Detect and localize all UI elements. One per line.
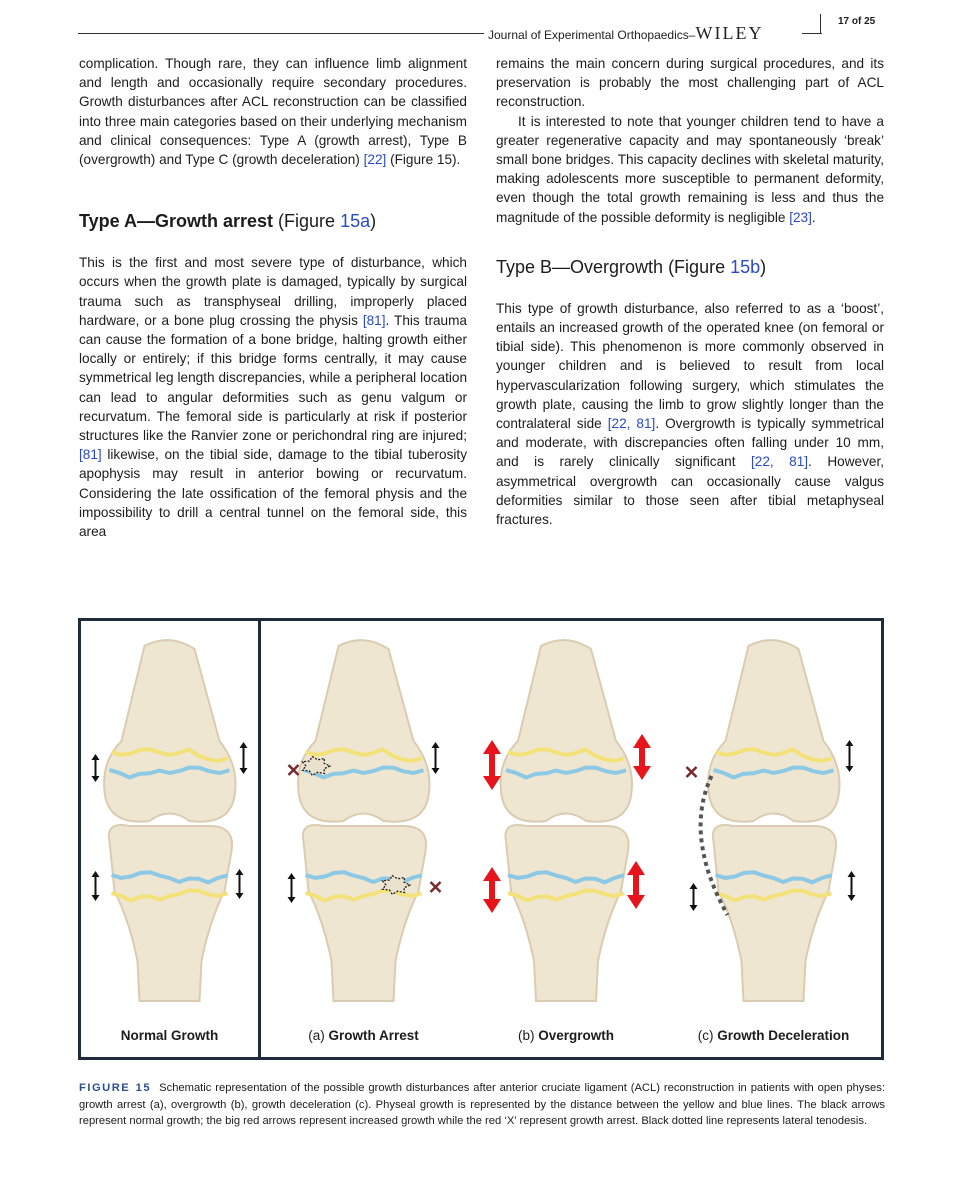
panel-normal-growth [81,621,258,1057]
citation-link[interactable]: [22, 81] [751,454,809,470]
left-para-2: This is the first and most severe type of disturbance, which occurs when the growth plate is damaged, typically by surgical trauma such as transphyseal drilling, improperly placed hardware, or a bone plug crossing the physis [81]. This trauma can cause the formation of a bone bridge, halting growth either locally or entirely; if this bridge forms centrally, it may cause symmetrical leg length discrepancies, while a peripheral location can lead to angular deformities such as genu valgum or recurvatum. The femoral side is particularly at risk if posterior structures like the Ranvier zone or perichondral ring are injured; [81] likewise, on the tibial side, damage to the tibial tuberosity apophysis may result in anterior bowing or recurvatum. Considering the late ossification of the femoral physis and the impossibility to drill a central tunnel on the femoral side, this area [79,255,467,540]
black-arrow-femur-left-head-down [92,776,100,782]
tibia [109,825,232,1001]
right-para-2: It is interested to note that younger children tend to have a greater regenerative capacity and may spontaneously ‘break’ small bone bridges. This capacity declines with skeletal maturity, making adolescents more susceptible to permanent deformity, even though the total growth remaining is less and thus the magnitude of the possible deformity is negligible [23]. [496,113,884,225]
figure-caption [79,1080,885,1130]
tibia [505,825,628,1001]
black-arrow-tibia-left-head-up [288,873,296,879]
black-arrow-femur-right-head-up [846,740,854,746]
red-arrow-tibia-left-head-down [483,899,501,913]
black-arrow-tibia-right-head-up [236,869,244,875]
knee-illustration-deceleration [666,621,881,1057]
panel-growth-arrest [261,621,466,1057]
red-arrow-femur-right [639,746,645,768]
right-para-1: remains the main concern during surgical procedures, and its preservation is probably the most challenging part of ACL reconstruction. [496,56,884,110]
header-separator [820,14,821,34]
figure-link-15b[interactable]: 15b [730,256,761,277]
caption-label: FIGURE 15 [79,1082,152,1094]
page-header [78,14,884,44]
figure-15 [78,618,884,1060]
caption-text: Schematic representation of the possible growth disturbances after anterior cruciate ligament (ACL) reconstruction in patients with open physes: growth arrest (a), overgrowth (b), growth deceleration (c). Physeal growth is represented by the distance between the yellow and blue lines. The black arrows represent normal growth; the big red arrows represent increased growth while the red ‘X’ represent growth arrest. Black dotted line represents lateral tenodesis. [79,1082,885,1127]
tibia [713,825,836,1001]
red-arrow-tibia-left-head-up [483,867,501,881]
right-column [496,54,884,529]
knee-illustration-arrest [261,621,466,1057]
black-arrow-femur-right-head-up [432,742,440,748]
citation-link[interactable]: [23] [789,209,812,225]
femur [501,640,632,822]
section-heading-type-a: Type A—Growth arrest (Figure 15a) [79,211,377,232]
black-arrow-tibia-left-head-down [690,905,698,911]
red-arrow-femur-left-head-up [483,740,501,754]
citation-link[interactable]: [22, 81] [607,416,656,432]
section-heading-type-b: Type B—Overgrowth (Figure 15b) [496,256,767,277]
femur [708,640,839,822]
panel-label: Normal Growth [120,1028,219,1043]
left-column [79,54,467,541]
citation-link[interactable]: [81] [362,312,386,328]
red-x-tibia [431,882,441,892]
panel-label: (b) Overgrowth [517,1028,615,1043]
black-arrow-femur-right-head-down [432,768,440,774]
panel-label: (a) Growth Arrest [308,1028,419,1043]
citation-link[interactable]: [81] [79,447,102,463]
knee-illustration-normal [81,621,258,1057]
red-arrow-femur-right-head-down [633,766,651,780]
black-arrow-femur-right-head-down [846,766,854,772]
black-arrow-tibia-left-head-up [690,883,698,889]
black-arrow-tibia-right-head-down [236,893,244,899]
black-arrow-femur-right-head-up [240,742,248,748]
black-arrow-tibia-left-head-down [92,895,100,901]
black-arrow-tibia-right-head-down [848,895,856,901]
red-arrow-femur-left [489,752,495,778]
left-para-1: complication. Though rare, they can influence limb alignment and length and occasionally require secondary procedures. Growth disturbances after ACL reconstruction can be classified into three main categories based on their underlying mechanism and clinical consequences: Type A (growth arrest), Type B (overgrowth) and Type C (growth deceleration) [22] (Figure 15). [79,56,467,168]
header-rule-right [802,33,822,34]
journal-title: Journal of Experimental Orthopaedics–WILEY [488,23,764,43]
panel-overgrowth [466,621,666,1057]
femur [104,640,235,822]
black-arrow-tibia-left-head-up [92,871,100,877]
black-arrow-femur-right-head-down [240,768,248,774]
tibia [303,825,426,1001]
knee-illustration-overgrowth [466,621,666,1057]
femur [298,640,429,822]
panel-growth-deceleration [666,621,881,1057]
right-para-3: This type of growth disturbance, also referred to as a ‘boost’, entails an increased growth of the operated knee (on femoral or tibial side). This phenomenon is more commonly observed in younger children and is believed to result from local hypervascularization following surgery, which stimulates the growth plate, causing the limb to grow slightly longer than the contralateral side [22, 81]. Overgrowth is typically symmetrical and moderate, with discrepancies often falling under 10 mm, and is rarely clinically significant [22, 81]. However, asymmetrical overgrowth can occasionally cause valgus deformities similar to those seen after tibial metaphyseal fractures. [496,300,884,528]
black-arrow-tibia-left-head-down [288,897,296,903]
red-x-femur [687,767,697,777]
black-arrow-tibia-right-head-up [848,871,856,877]
publisher-logo: WILEY [695,23,764,43]
red-arrow-tibia-left [489,879,495,901]
red-arrow-tibia-right [633,873,639,897]
red-x-femur [289,765,299,775]
figure-link-15a[interactable]: 15a [340,211,371,232]
black-arrow-femur-left-head-up [92,754,100,760]
red-arrow-femur-left-head-down [483,776,501,790]
citation-link[interactable]: [22] [363,152,387,168]
red-arrow-femur-right-head-up [633,734,651,748]
red-arrow-tibia-right-head-up [627,861,645,875]
page-number: 17 of 25 [838,16,876,27]
panel-label: (c) Growth Deceleration [697,1028,850,1043]
red-arrow-tibia-right-head-down [627,895,645,909]
header-rule [78,33,484,34]
